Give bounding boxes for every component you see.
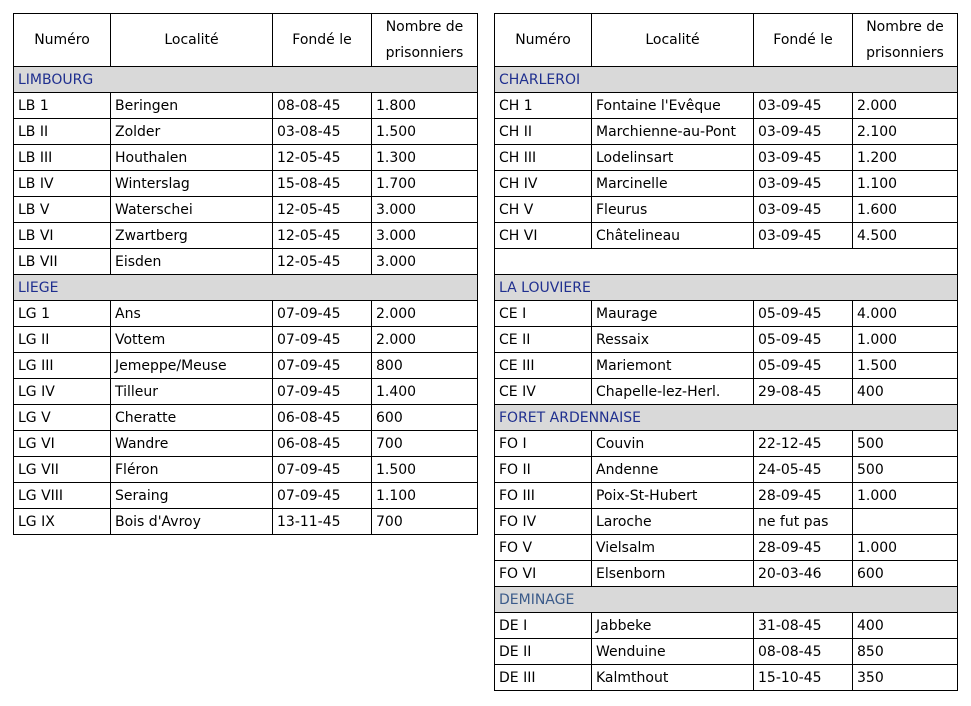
numero-cell: LG VII bbox=[14, 457, 111, 483]
table-row bbox=[14, 249, 478, 275]
table-row bbox=[14, 327, 478, 353]
numero-cell: DE I bbox=[495, 613, 592, 639]
localite-cell: Zwartberg bbox=[111, 223, 273, 249]
prisonniers-cell: 1.500 bbox=[372, 119, 478, 145]
fonde-le-cell: ne fut pas bbox=[754, 509, 853, 535]
localite-cell: Winterslag bbox=[111, 171, 273, 197]
section-title: LIEGE bbox=[14, 275, 478, 301]
table-row bbox=[495, 561, 958, 587]
prisonniers-cell: 2.000 bbox=[372, 301, 478, 327]
fonde-le-cell: 05-09-45 bbox=[754, 327, 853, 353]
prisonniers-cell: 350 bbox=[853, 665, 958, 691]
localite-cell: Mariemont bbox=[592, 353, 754, 379]
prisonniers-cell: 3.000 bbox=[372, 197, 478, 223]
table-row bbox=[495, 665, 958, 691]
numero-cell: LB VI bbox=[14, 223, 111, 249]
table-row bbox=[14, 379, 478, 405]
numero-cell: FO V bbox=[495, 535, 592, 561]
prisonniers-cell: 700 bbox=[372, 509, 478, 535]
prisonniers-cell: 4.500 bbox=[853, 223, 958, 249]
left-camps-table bbox=[13, 13, 478, 535]
localite-cell: Wenduine bbox=[592, 639, 754, 665]
numero-cell: FO III bbox=[495, 483, 592, 509]
prisonniers-cell: 1.600 bbox=[853, 197, 958, 223]
numero-cell: LG VI bbox=[14, 431, 111, 457]
section-row bbox=[495, 587, 958, 613]
prisonniers-cell: 1.000 bbox=[853, 483, 958, 509]
prisonniers-cell: 4.000 bbox=[853, 301, 958, 327]
localite-cell: Elsenborn bbox=[592, 561, 754, 587]
table-row bbox=[495, 171, 958, 197]
table-row bbox=[14, 301, 478, 327]
localite-cell: Beringen bbox=[111, 93, 273, 119]
fonde-le-cell: 12-05-45 bbox=[273, 249, 372, 275]
localite-cell: Fontaine l'Evêque bbox=[592, 93, 754, 119]
prisonniers-cell: 1.000 bbox=[853, 535, 958, 561]
numero-cell: CH III bbox=[495, 145, 592, 171]
fonde-le-cell: 28-09-45 bbox=[754, 483, 853, 509]
prisonniers-cell: 1.100 bbox=[853, 171, 958, 197]
numero-cell: LG V bbox=[14, 405, 111, 431]
numero-cell: CE I bbox=[495, 301, 592, 327]
prisonniers-cell: 1.300 bbox=[372, 145, 478, 171]
table-row bbox=[495, 301, 958, 327]
table-row bbox=[14, 431, 478, 457]
fonde-le-cell: 07-09-45 bbox=[273, 483, 372, 509]
localite-cell: Poix-St-Hubert bbox=[592, 483, 754, 509]
numero-cell: LB II bbox=[14, 119, 111, 145]
localite-cell: Cheratte bbox=[111, 405, 273, 431]
localite-cell: Wandre bbox=[111, 431, 273, 457]
prisonniers-cell: 850 bbox=[853, 639, 958, 665]
empty-cell bbox=[495, 249, 958, 275]
localite-cell: Ressaix bbox=[592, 327, 754, 353]
prisonniers-cell: 600 bbox=[372, 405, 478, 431]
prisonniers-cell: 600 bbox=[853, 561, 958, 587]
localite-cell: Andenne bbox=[592, 457, 754, 483]
prisonniers-cell: 2.000 bbox=[853, 93, 958, 119]
fonde-le-cell: 06-08-45 bbox=[273, 405, 372, 431]
column-header: Numéro bbox=[14, 14, 111, 67]
numero-cell: LG IX bbox=[14, 509, 111, 535]
fonde-le-cell: 29-08-45 bbox=[754, 379, 853, 405]
table-row bbox=[14, 119, 478, 145]
prisonniers-cell: 700 bbox=[372, 431, 478, 457]
table-row bbox=[14, 509, 478, 535]
numero-cell: LG IV bbox=[14, 379, 111, 405]
table-row bbox=[495, 353, 958, 379]
table-row bbox=[495, 93, 958, 119]
table-row bbox=[14, 483, 478, 509]
fonde-le-cell: 20-03-46 bbox=[754, 561, 853, 587]
table-row bbox=[495, 379, 958, 405]
localite-cell: Fleurus bbox=[592, 197, 754, 223]
table-row bbox=[495, 509, 958, 535]
table-row bbox=[14, 223, 478, 249]
numero-cell: CE IV bbox=[495, 379, 592, 405]
fonde-le-cell: 07-09-45 bbox=[273, 457, 372, 483]
prisonniers-cell: 2.000 bbox=[372, 327, 478, 353]
section-title: LA LOUVIERE bbox=[495, 275, 958, 301]
table-row bbox=[495, 613, 958, 639]
prisonniers-cell: 1.700 bbox=[372, 171, 478, 197]
prisonniers-cell: 1.500 bbox=[372, 457, 478, 483]
table-row bbox=[495, 639, 958, 665]
fonde-le-cell: 07-09-45 bbox=[273, 379, 372, 405]
column-header: Localité bbox=[111, 14, 273, 67]
localite-cell: Lodelinsart bbox=[592, 145, 754, 171]
numero-cell: CH V bbox=[495, 197, 592, 223]
section-row bbox=[14, 67, 478, 93]
fonde-le-cell: 05-09-45 bbox=[754, 353, 853, 379]
localite-cell: Chapelle-lez-Herl. bbox=[592, 379, 754, 405]
fonde-le-cell: 03-09-45 bbox=[754, 119, 853, 145]
prisonniers-cell: 1.000 bbox=[853, 327, 958, 353]
column-header: Nombre de prisonniers bbox=[853, 14, 958, 67]
localite-cell: Marchienne-au-Pont bbox=[592, 119, 754, 145]
localite-cell: Waterschei bbox=[111, 197, 273, 223]
section-row bbox=[495, 67, 958, 93]
right-camps-table bbox=[494, 13, 958, 691]
table-row bbox=[495, 119, 958, 145]
table-row bbox=[495, 223, 958, 249]
table-row bbox=[14, 405, 478, 431]
fonde-le-cell: 03-09-45 bbox=[754, 145, 853, 171]
column-header: Fondé le bbox=[754, 14, 853, 67]
table-row bbox=[14, 457, 478, 483]
table-row bbox=[495, 145, 958, 171]
table-row bbox=[495, 457, 958, 483]
section-title: DEMINAGE bbox=[495, 587, 958, 613]
fonde-le-cell: 15-08-45 bbox=[273, 171, 372, 197]
numero-cell: DE II bbox=[495, 639, 592, 665]
prisonniers-cell: 1.200 bbox=[853, 145, 958, 171]
column-header: Nombre de prisonniers bbox=[372, 14, 478, 67]
table-row bbox=[495, 483, 958, 509]
numero-cell: FO IV bbox=[495, 509, 592, 535]
numero-cell: LB VII bbox=[14, 249, 111, 275]
fonde-le-cell: 03-09-45 bbox=[754, 171, 853, 197]
fonde-le-cell: 07-09-45 bbox=[273, 353, 372, 379]
section-row bbox=[495, 405, 958, 431]
localite-cell: Ans bbox=[111, 301, 273, 327]
column-header: Fondé le bbox=[273, 14, 372, 67]
numero-cell: LB V bbox=[14, 197, 111, 223]
numero-cell: FO II bbox=[495, 457, 592, 483]
numero-cell: CH VI bbox=[495, 223, 592, 249]
column-header: Numéro bbox=[495, 14, 592, 67]
prisonniers-cell: 1.800 bbox=[372, 93, 478, 119]
table-row bbox=[495, 431, 958, 457]
table-row bbox=[14, 145, 478, 171]
numero-cell: CE II bbox=[495, 327, 592, 353]
numero-cell: CH II bbox=[495, 119, 592, 145]
table-row bbox=[14, 171, 478, 197]
fonde-le-cell: 03-09-45 bbox=[754, 223, 853, 249]
prisonniers-cell: 1.500 bbox=[853, 353, 958, 379]
localite-cell: Fléron bbox=[111, 457, 273, 483]
fonde-le-cell: 22-12-45 bbox=[754, 431, 853, 457]
numero-cell: LG II bbox=[14, 327, 111, 353]
table-row bbox=[14, 93, 478, 119]
section-title: LIMBOURG bbox=[14, 67, 478, 93]
numero-cell: LG III bbox=[14, 353, 111, 379]
numero-cell: CH IV bbox=[495, 171, 592, 197]
numero-cell: LB III bbox=[14, 145, 111, 171]
table-row bbox=[14, 197, 478, 223]
fonde-le-cell: 08-08-45 bbox=[273, 93, 372, 119]
fonde-le-cell: 24-05-45 bbox=[754, 457, 853, 483]
localite-cell: Tilleur bbox=[111, 379, 273, 405]
fonde-le-cell: 07-09-45 bbox=[273, 327, 372, 353]
fonde-le-cell: 05-09-45 bbox=[754, 301, 853, 327]
prisonniers-cell: 2.100 bbox=[853, 119, 958, 145]
fonde-le-cell: 03-09-45 bbox=[754, 93, 853, 119]
fonde-le-cell: 03-08-45 bbox=[273, 119, 372, 145]
fonde-le-cell: 07-09-45 bbox=[273, 301, 372, 327]
numero-cell: CH 1 bbox=[495, 93, 592, 119]
numero-cell: LG VIII bbox=[14, 483, 111, 509]
localite-cell: Marcinelle bbox=[592, 171, 754, 197]
localite-cell: Bois d'Avroy bbox=[111, 509, 273, 535]
localite-cell: Maurage bbox=[592, 301, 754, 327]
localite-cell: Jabbeke bbox=[592, 613, 754, 639]
section-title: CHARLEROI bbox=[495, 67, 958, 93]
numero-cell: LG 1 bbox=[14, 301, 111, 327]
numero-cell: LB IV bbox=[14, 171, 111, 197]
localite-cell: Laroche bbox=[592, 509, 754, 535]
table-row bbox=[14, 353, 478, 379]
fonde-le-cell: 08-08-45 bbox=[754, 639, 853, 665]
localite-cell: Eisden bbox=[111, 249, 273, 275]
fonde-le-cell: 06-08-45 bbox=[273, 431, 372, 457]
fonde-le-cell: 28-09-45 bbox=[754, 535, 853, 561]
fonde-le-cell: 03-09-45 bbox=[754, 197, 853, 223]
localite-cell: Jemeppe/Meuse bbox=[111, 353, 273, 379]
column-header: Localité bbox=[592, 14, 754, 67]
fonde-le-cell: 13-11-45 bbox=[273, 509, 372, 535]
numero-cell: CE III bbox=[495, 353, 592, 379]
section-row bbox=[495, 275, 958, 301]
prisonniers-cell: 1.400 bbox=[372, 379, 478, 405]
localite-cell: Vottem bbox=[111, 327, 273, 353]
numero-cell: LB 1 bbox=[14, 93, 111, 119]
prisonniers-cell: 3.000 bbox=[372, 223, 478, 249]
localite-cell: Houthalen bbox=[111, 145, 273, 171]
numero-cell: FO VI bbox=[495, 561, 592, 587]
section-title: FORET ARDENNAISE bbox=[495, 405, 958, 431]
prisonniers-cell: 500 bbox=[853, 431, 958, 457]
localite-cell: Châtelineau bbox=[592, 223, 754, 249]
table-row bbox=[495, 535, 958, 561]
numero-cell: DE III bbox=[495, 665, 592, 691]
prisonniers-cell: 400 bbox=[853, 613, 958, 639]
fonde-le-cell: 31-08-45 bbox=[754, 613, 853, 639]
table-row bbox=[495, 327, 958, 353]
fonde-le-cell: 12-05-45 bbox=[273, 197, 372, 223]
numero-cell: FO I bbox=[495, 431, 592, 457]
localite-cell: Seraing bbox=[111, 483, 273, 509]
fonde-le-cell: 15-10-45 bbox=[754, 665, 853, 691]
prisonniers-cell: 400 bbox=[853, 379, 958, 405]
prisonniers-cell: 800 bbox=[372, 353, 478, 379]
header-row bbox=[14, 14, 478, 67]
localite-cell: Vielsalm bbox=[592, 535, 754, 561]
prisonniers-cell: 500 bbox=[853, 457, 958, 483]
prisonniers-cell: 1.100 bbox=[372, 483, 478, 509]
prisonniers-cell: 3.000 bbox=[372, 249, 478, 275]
localite-cell: Couvin bbox=[592, 431, 754, 457]
localite-cell: Kalmthout bbox=[592, 665, 754, 691]
fonde-le-cell: 12-05-45 bbox=[273, 145, 372, 171]
prisonniers-cell bbox=[853, 509, 958, 535]
localite-cell: Zolder bbox=[111, 119, 273, 145]
header-row bbox=[495, 14, 958, 67]
table-row bbox=[495, 197, 958, 223]
fonde-le-cell: 12-05-45 bbox=[273, 223, 372, 249]
empty-row bbox=[495, 249, 958, 275]
section-row bbox=[14, 275, 478, 301]
